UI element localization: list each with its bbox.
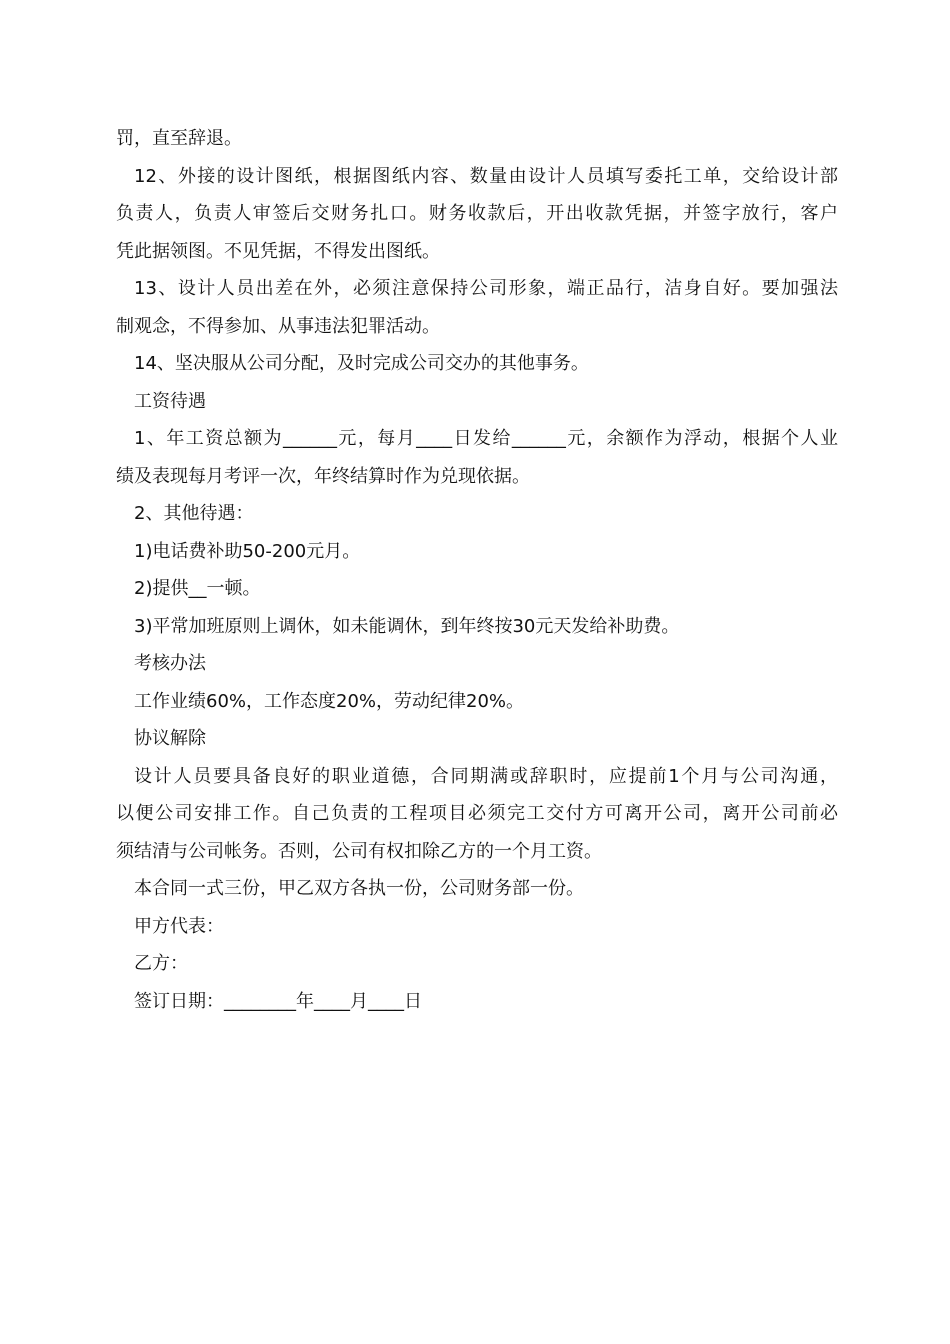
document-line: 须结清与公司帐务。否则，公司有权扣除乙方的一个月工资。 <box>116 840 602 862</box>
document-line: 绩及表现每月考评一次，年终结算时作为兑现依据。 <box>116 465 530 487</box>
document-line: 设计人员要具备良好的职业道德，合同期满或辞职时，应提前1个月与公司沟通， <box>134 765 838 787</box>
document-line: 1、年工资总额为______元，每月____日发给______元，余额作为浮动，根据个人业 <box>134 428 838 449</box>
document-line: 乙方： <box>134 953 188 974</box>
document-line: 考核办法 <box>134 653 206 674</box>
document-line: 工作业绩60%，工作态度20%，劳动纪律20%。 <box>134 690 525 712</box>
document-line: 制观念，不得参加、从事违法犯罪活动。 <box>116 315 440 337</box>
document-line: 2、其他待遇： <box>134 503 254 524</box>
document-line: 14、坚决服从公司分配，及时完成公司交办的其他事务。 <box>134 353 589 374</box>
document-line: 2)提供__一顿。 <box>134 578 261 599</box>
document-line: 13、设计人员出差在外，必须注意保持公司形象，端正品行，洁身自好。要加强法 <box>134 278 838 299</box>
document-line: 负责人，负责人审签后交财务扎口。财务收款后，开出收款凭据，并签字放行，客户 <box>116 203 838 224</box>
document-line: 以便公司安排工作。自己负责的工程项目必须完工交付方可离开公司，离开公司前必 <box>116 803 838 824</box>
document-line: 12、外接的设计图纸，根据图纸内容、数量由设计人员填写委托工单，交给设计部 <box>134 165 838 187</box>
document-line: 协议解除 <box>134 728 206 749</box>
document-line: 甲方代表： <box>134 915 224 937</box>
document-line: 凭此据领图。不见凭据，不得发出图纸。 <box>116 240 440 262</box>
document-line: 工资待遇 <box>134 390 206 412</box>
document-line: 签订日期：________年____月____日 <box>134 990 422 1012</box>
document-line: 罚，直至辞退。 <box>116 128 242 149</box>
document-body <box>116 120 838 1020</box>
document-line: 1)电话费补助50-200元月。 <box>134 540 361 562</box>
document-line: 本合同一式三份，甲乙双方各执一份，公司财务部一份。 <box>134 878 584 899</box>
document-line: 3)平常加班原则上调休，如未能调休，到年终按30元天发给补助费。 <box>134 615 680 637</box>
